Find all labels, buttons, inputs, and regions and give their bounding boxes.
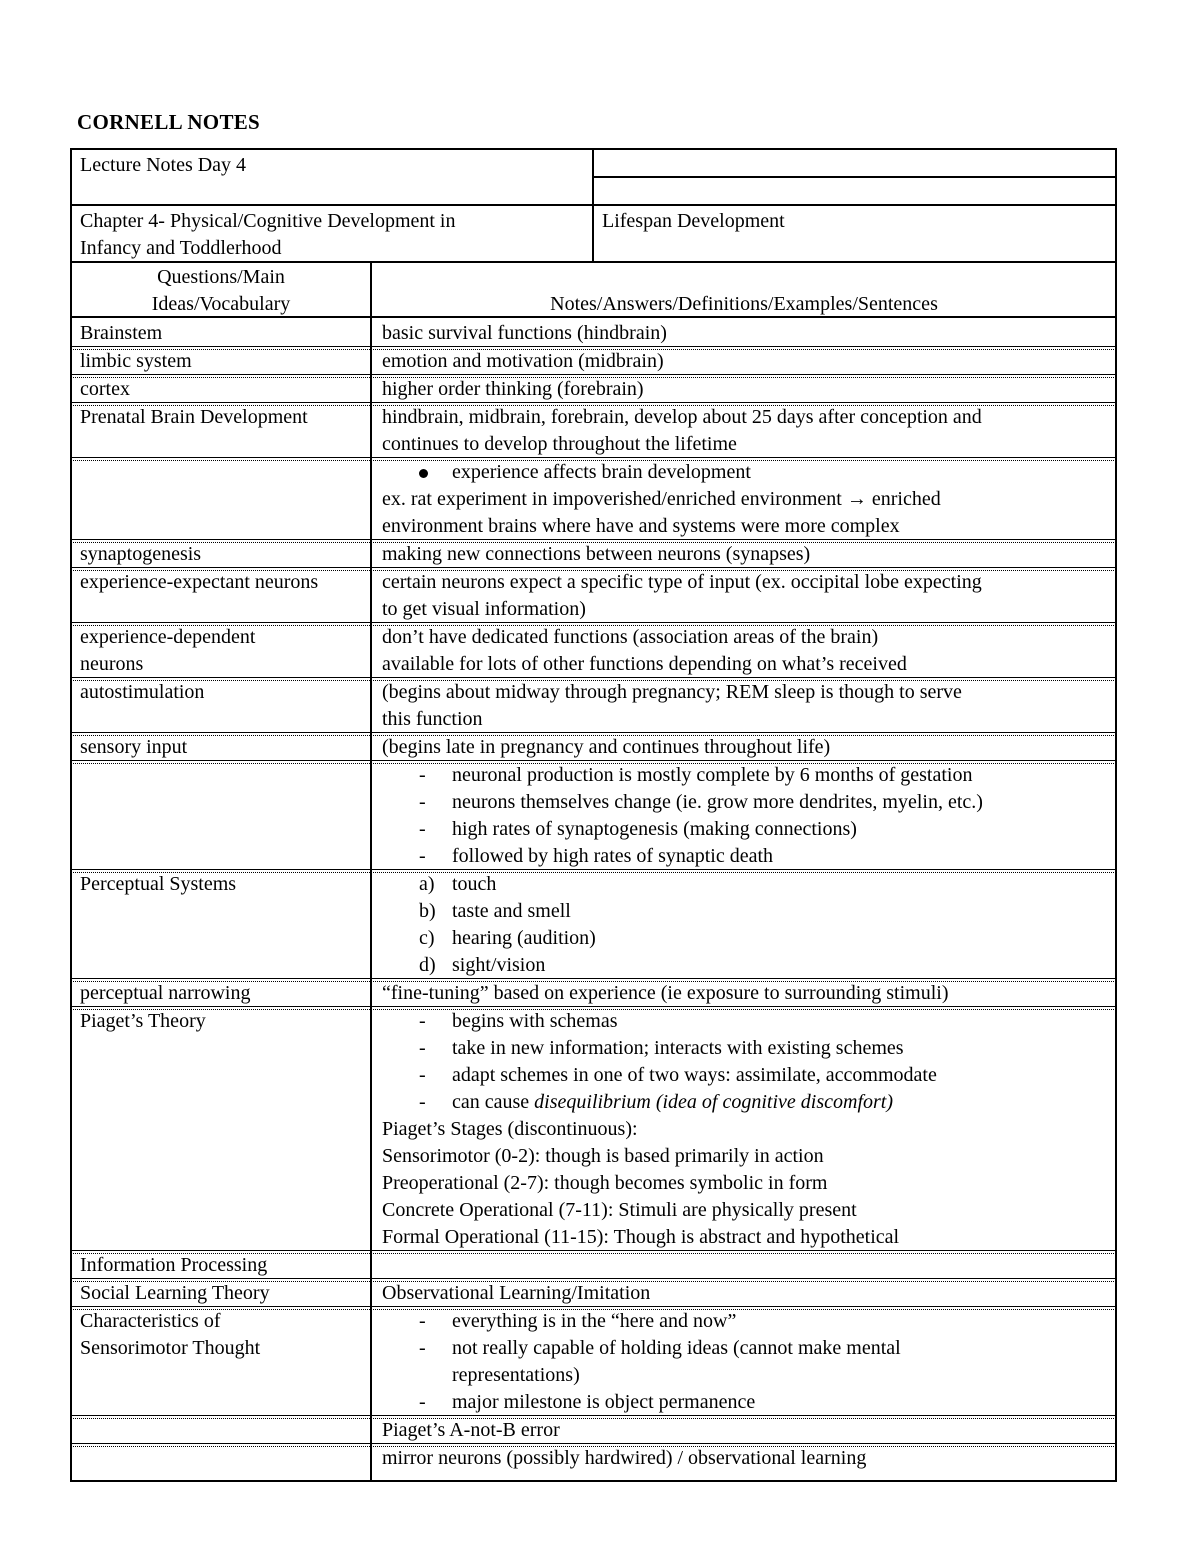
list-marker: -	[419, 845, 426, 867]
header-rule	[592, 176, 1116, 178]
term-cell	[80, 569, 318, 596]
term-text: neurons	[80, 653, 144, 675]
column-header-notes: Notes/Answers/Definitions/Examples/Sentences	[550, 293, 938, 315]
notes-cell	[382, 624, 907, 678]
note-text: Formal Operational (11-15): Though is abstract and hypothetical	[382, 1226, 900, 1248]
term-text: perceptual narrowing	[80, 982, 251, 1004]
term-text: Social Learning Theory	[80, 1282, 270, 1304]
notes-cell	[382, 871, 596, 979]
note-text: environment brains where have and systems were more complex	[382, 515, 900, 537]
term-text: Prenatal Brain Development	[80, 406, 308, 428]
term-cell	[80, 376, 130, 403]
note-line	[382, 762, 983, 789]
chapter-label: Chapter 4- Physical/Cognitive Development in	[80, 210, 456, 232]
note-line	[382, 404, 982, 431]
list-marker: -	[419, 764, 426, 786]
note-line	[382, 1116, 937, 1143]
note-text: not really capable of holding ideas (cannot make mental	[452, 1337, 901, 1359]
term-cell	[80, 404, 308, 431]
note-text: can cause	[452, 1091, 535, 1113]
term-cell	[80, 624, 255, 678]
term-cell	[80, 1308, 260, 1362]
lecture-label: Lecture Notes Day 4	[80, 154, 247, 176]
note-line	[382, 1280, 650, 1307]
list-marker: c)	[419, 927, 435, 949]
notes-cell	[382, 1445, 866, 1472]
note-text: this function	[382, 708, 483, 730]
note-line	[382, 1445, 866, 1472]
note-line	[382, 541, 810, 568]
note-text: “fine-tuning” based on experience (ie exposure to surrounding stimuli)	[382, 982, 949, 1004]
note-text: take in new information; interacts with existing schemes	[452, 1037, 904, 1059]
note-text: Sensorimotor (0-2): though is based primarily in action	[382, 1145, 824, 1167]
column-header-rule	[71, 316, 1116, 318]
note-text: emotion and motivation (midbrain)	[382, 350, 664, 372]
term-text: autostimulation	[80, 681, 205, 703]
note-text: followed by high rates of synaptic death	[452, 845, 774, 867]
note-line	[382, 513, 941, 540]
notes-cell	[382, 679, 962, 733]
document-title: CORNELL NOTES	[77, 110, 261, 134]
note-line	[382, 898, 596, 925]
notes-cell	[382, 541, 810, 568]
note-text: touch	[452, 873, 497, 895]
term-text: cortex	[80, 378, 130, 400]
notes-cell	[382, 762, 983, 870]
note-text: Observational Learning/Imitation	[382, 1282, 651, 1304]
note-text: basic survival functions (hindbrain)	[382, 322, 667, 344]
note-text: don’t have dedicated functions (association areas of the brain)	[382, 626, 879, 648]
note-line	[382, 651, 907, 678]
term-cell	[80, 541, 201, 568]
note-line	[382, 816, 983, 843]
term-text: Perceptual Systems	[80, 873, 237, 895]
notes-cell	[382, 1280, 650, 1307]
note-line	[382, 925, 596, 952]
note-line	[382, 871, 596, 898]
note-text: begins with schemas	[452, 1010, 618, 1032]
note-emphasis: disequilibrium (idea of cognitive discomfort)	[534, 1091, 894, 1113]
note-line	[382, 952, 596, 979]
note-text: higher order thinking (forebrain)	[382, 378, 644, 400]
term-text: synaptogenesis	[80, 543, 202, 565]
note-line	[382, 320, 667, 347]
note-line	[382, 624, 907, 651]
list-marker: -	[419, 1310, 426, 1332]
notes-cell	[382, 404, 982, 458]
note-line	[382, 734, 830, 761]
list-marker: a)	[419, 873, 435, 895]
term-cell	[80, 1280, 270, 1307]
notes-cell	[382, 320, 667, 347]
row-rule	[71, 1415, 1116, 1419]
notes-cell	[382, 734, 830, 761]
note-line	[382, 1089, 937, 1116]
note-line	[382, 1143, 937, 1170]
note-text: experience affects brain development	[452, 461, 751, 483]
note-text: ex. rat experiment in impoverished/enriched environment → enriched	[382, 488, 941, 510]
note-line	[382, 486, 941, 513]
bullet-icon	[419, 469, 428, 478]
note-line	[382, 980, 949, 1007]
note-text: neurons themselves change (ie. grow more dendrites, myelin, etc.)	[452, 791, 983, 813]
note-text: representations)	[452, 1364, 580, 1386]
notes-cell	[382, 1417, 560, 1444]
note-text: certain neurons expect a specific type of input (ex. occipital lobe expecting	[382, 571, 982, 593]
note-text: Piaget’s A-not-B error	[382, 1419, 560, 1441]
note-text: adapt schemes in one of two ways: assimilate, accommodate	[452, 1064, 937, 1086]
list-marker: d)	[419, 954, 436, 976]
notes-cell	[382, 348, 664, 375]
note-text: continues to develop throughout the lifetime	[382, 433, 737, 455]
list-marker: -	[419, 791, 426, 813]
note-line	[382, 1035, 937, 1062]
note-line	[382, 1308, 901, 1335]
note-line	[382, 348, 664, 375]
header-rule	[71, 204, 1116, 206]
note-line	[382, 789, 983, 816]
notes-cell	[382, 459, 941, 540]
note-line	[382, 431, 982, 458]
list-marker: -	[419, 1037, 426, 1059]
note-line	[382, 679, 962, 706]
chapter-label-continued: Infancy and Toddlerhood	[80, 237, 282, 259]
term-text: sensory input	[80, 736, 188, 758]
note-line	[382, 1197, 937, 1224]
note-text: (begins late in pregnancy and continues throughout life)	[382, 736, 831, 758]
term-text: Information Processing	[80, 1254, 268, 1276]
note-line	[382, 1008, 937, 1035]
notes-cell	[382, 1008, 937, 1251]
term-cell	[80, 320, 162, 347]
list-marker: -	[419, 1337, 426, 1359]
term-text: experience-dependent	[80, 626, 256, 648]
note-text: neuronal production is mostly complete by 6 months of gestation	[452, 764, 973, 786]
list-marker: -	[419, 1391, 426, 1413]
list-marker: -	[419, 1091, 426, 1113]
column-header-questions: Questions/Main	[157, 266, 285, 288]
note-line	[382, 706, 962, 733]
note-text: mirror neurons (possibly hardwired) / observational learning	[382, 1447, 867, 1469]
list-marker: -	[419, 818, 426, 840]
note-text: everything is in the “here and now”	[452, 1310, 737, 1332]
note-line	[382, 1224, 937, 1251]
note-line	[382, 596, 982, 623]
notes-cell	[382, 376, 644, 403]
note-text: (begins about midway through pregnancy; REM sleep is though to serve	[382, 681, 962, 703]
term-text: Piaget’s Theory	[80, 1010, 206, 1032]
term-cell	[80, 734, 187, 761]
note-text: sight/vision	[452, 954, 546, 976]
note-text: high rates of synaptogenesis (making connections)	[452, 818, 857, 840]
note-line	[382, 1389, 901, 1416]
notes-cell	[382, 569, 982, 623]
term-cell	[80, 679, 204, 706]
notes-cell	[382, 1308, 901, 1416]
term-text: Sensorimotor Thought	[80, 1337, 261, 1359]
list-marker: -	[419, 1010, 426, 1032]
notes-cell	[382, 980, 949, 1007]
term-text: experience-expectant neurons	[80, 571, 319, 593]
term-cell	[80, 1252, 267, 1279]
note-text: taste and smell	[452, 900, 571, 922]
term-cell	[80, 871, 236, 898]
note-text: Concrete Operational (7-11): Stimuli are physically present	[382, 1199, 857, 1221]
term-cell	[80, 348, 192, 375]
term-text: Brainstem	[80, 322, 163, 344]
note-text: to get visual information)	[382, 598, 586, 620]
note-line	[382, 1335, 901, 1362]
note-text: making new connections between neurons (synapses)	[382, 543, 811, 565]
note-line	[382, 376, 644, 403]
term-cell	[80, 1008, 206, 1035]
note-line	[382, 843, 983, 870]
list-marker: b)	[419, 900, 436, 922]
note-text: major milestone is object permanence	[452, 1391, 756, 1413]
term-text: limbic system	[80, 350, 192, 372]
note-line	[382, 1170, 937, 1197]
note-line	[382, 569, 982, 596]
note-line	[382, 1417, 560, 1444]
list-marker: -	[419, 1064, 426, 1086]
term-text: Characteristics of	[80, 1310, 221, 1332]
column-header-questions-continued: Ideas/Vocabulary	[151, 293, 291, 315]
note-text: Preoperational (2-7): though becomes symbolic in form	[382, 1172, 828, 1194]
note-text: hearing (audition)	[452, 927, 596, 949]
note-line	[382, 1362, 901, 1389]
course-label: Lifespan Development	[602, 210, 785, 232]
note-text: hindbrain, midbrain, forebrain, develop about 25 days after conception and	[382, 406, 982, 428]
term-cell	[80, 980, 250, 1007]
note-text: Piaget’s Stages (discontinuous):	[382, 1118, 638, 1140]
note-text: available for lots of other functions depending on what’s received	[382, 653, 907, 675]
note-line	[382, 459, 941, 486]
note-line	[382, 1062, 937, 1089]
